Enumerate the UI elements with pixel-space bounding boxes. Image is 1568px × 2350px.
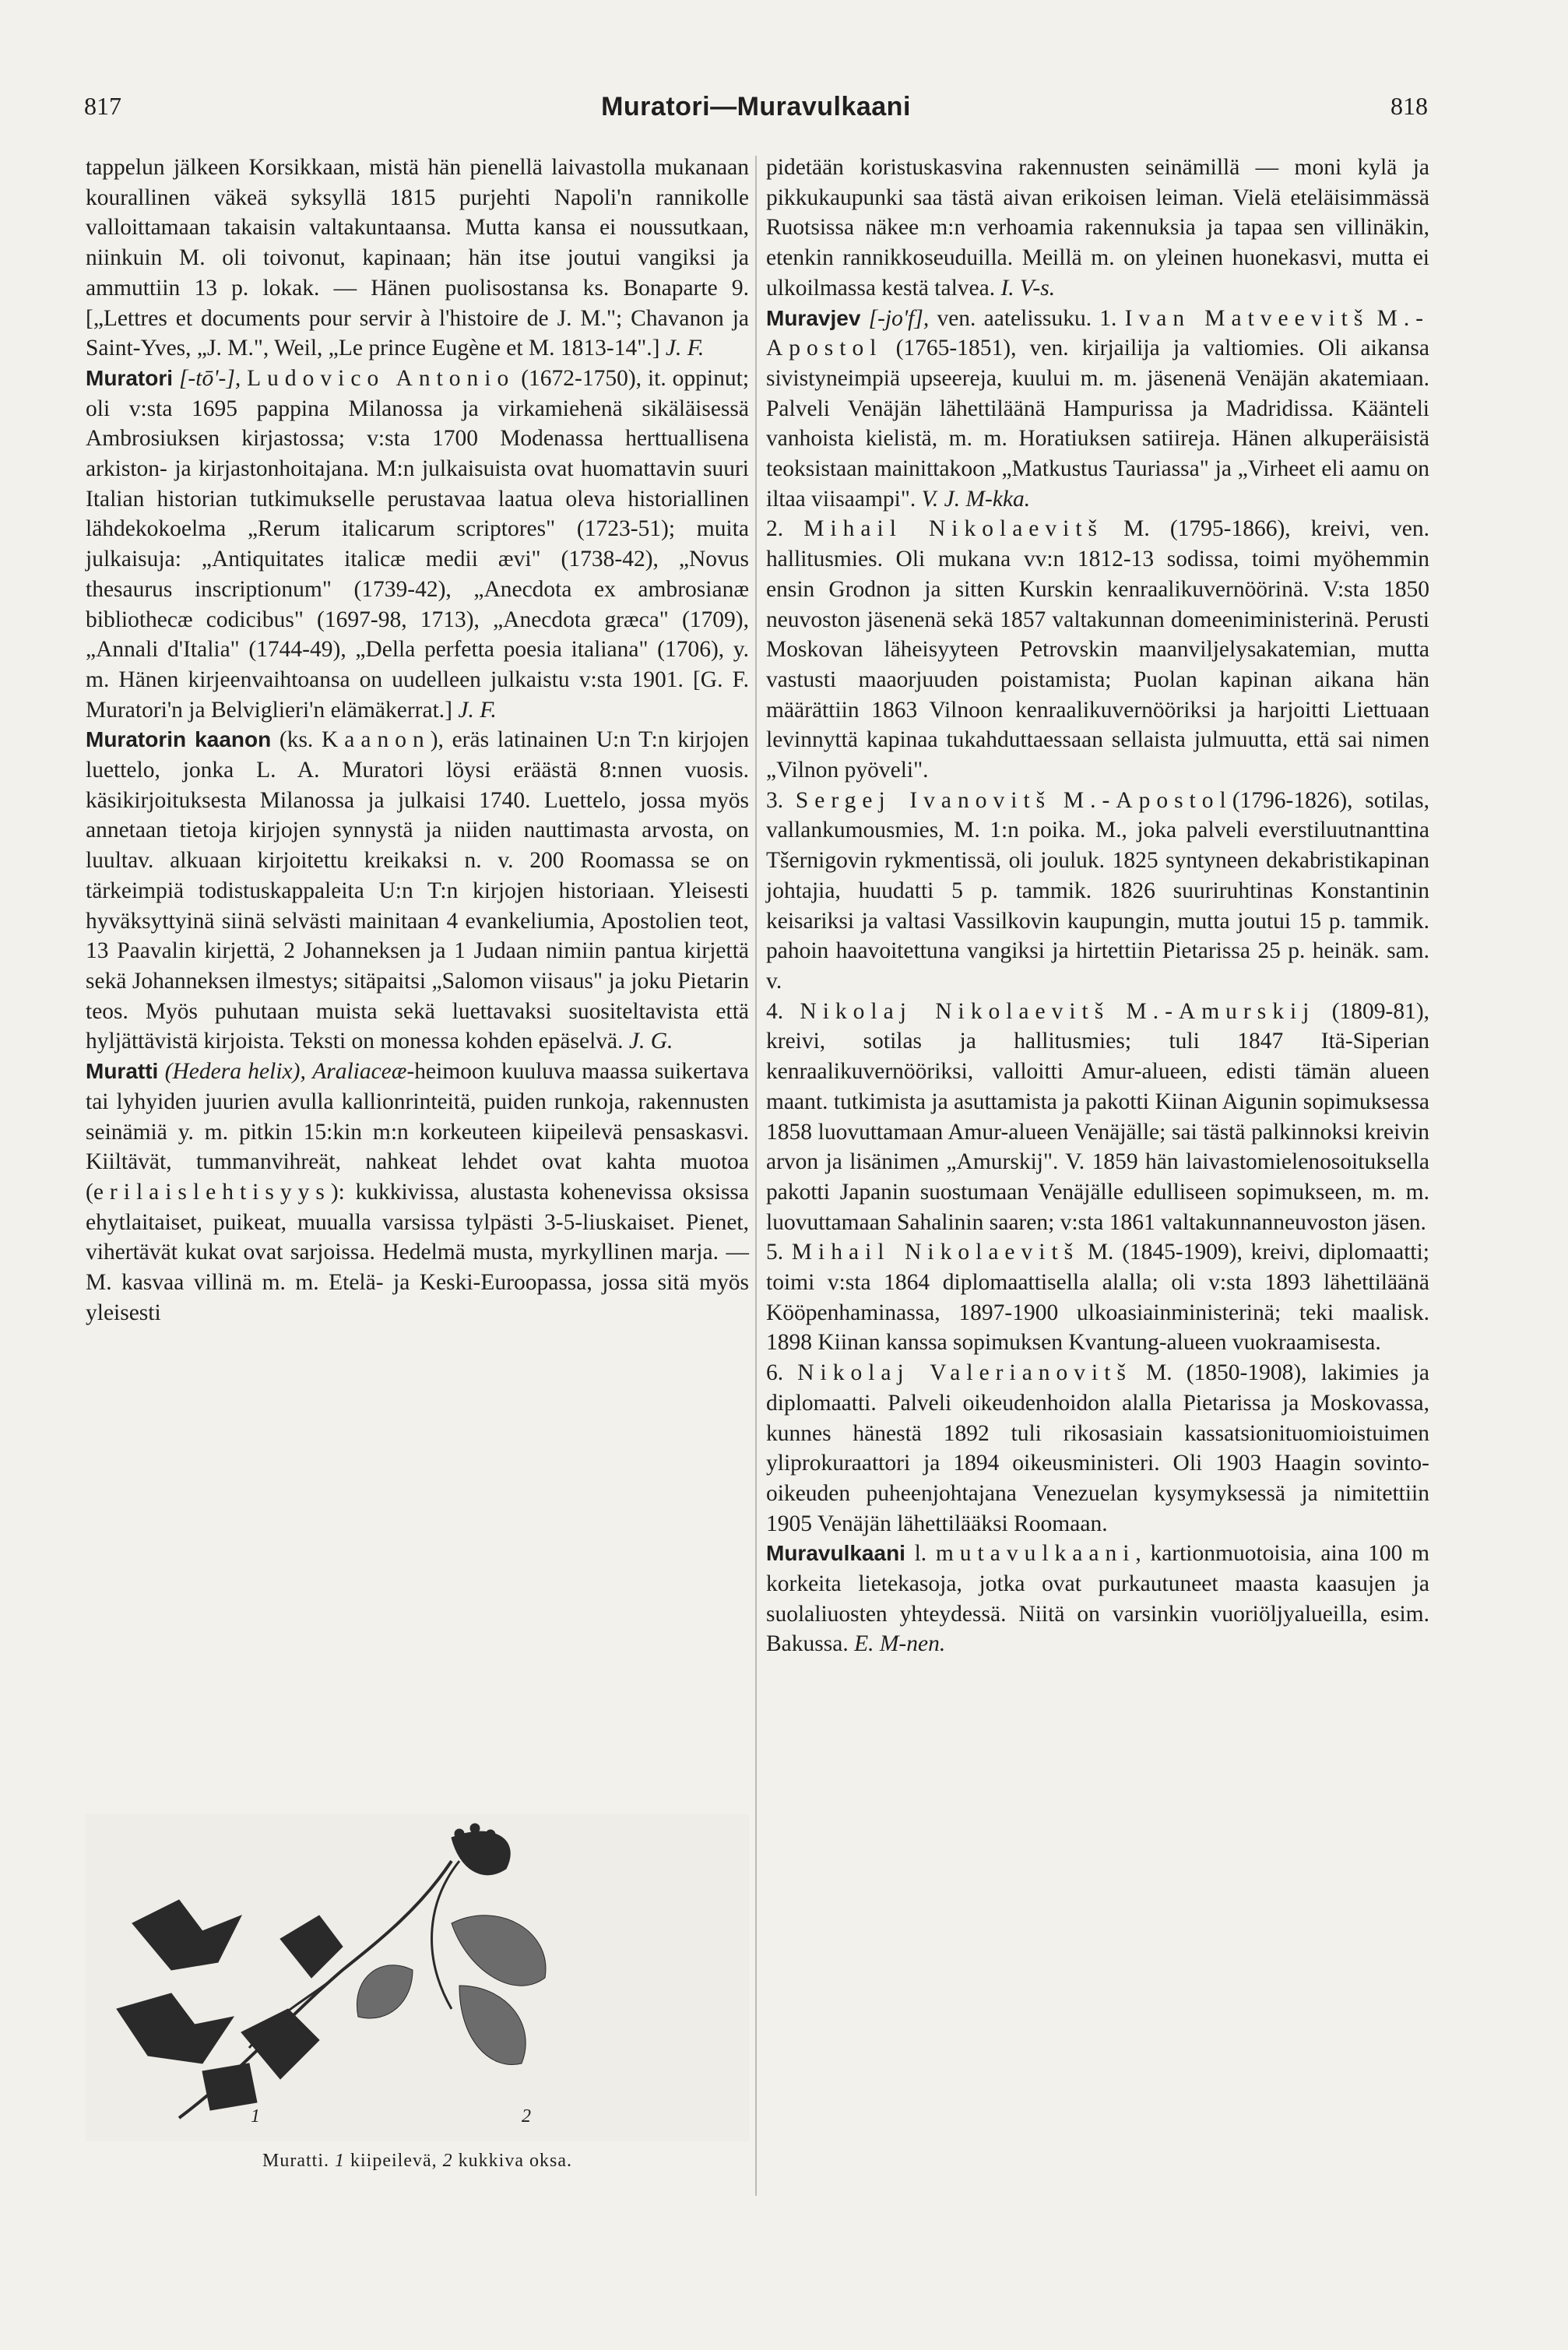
entry-text: ): kukkivissa, alustasta kohenevissa oksissa ehytlaitaiset, puikeat, muualla varsissa tylpästi 3-5-liuskaiset. Pienet, vihertävät kukat ovat sarjoissa. Hedelmä musta, myrkyllinen marja. — M. kasvaa villinä m. m. Etelä- ja Keski-Euroopassa, jossa sitä myös yleisesti <box>86 1179 749 1325</box>
caption-text-1: kiipeilevä, <box>350 2151 438 2171</box>
author-signature: E. M-nen. <box>854 1631 946 1657</box>
entry-text: (1765-1851), ven. kirjailija ja valtiomies. Oli aikansa sivistyneimpiä upseereja, kuului m. m. jäsenenä Venäjän akatemiaan. Palveli Venäjän lähettiläänä Hampurissa ja Madridissa. Käänteli vanhoista kielistä, m. m. Horatiuksen satiireja. Hänen alkuperäisistä teoksistaan mainittakoon „Matkustus Tauriassa" ja „Virheet eli aamu on iltaa viisaampi". <box>766 336 1429 512</box>
entry-muravulkaani <box>766 1539 1429 1659</box>
entry-text: ven. aatelissuku. 1. <box>937 305 1117 331</box>
entry-text: (1796-1826), sotilas, vallankumousmies, M. 1:n poika. M., joka palveli everstiluutnanttina Tšernigovin rykmentissä, oli jouluk. 1825 syntyneen dekabristikapinan johtajia, huudatti 5 p. tammik. 1826 suuriruhtinas Konstantinin keisariksi ja valtasi Vassilkovin kaupungin, mutta joutui 15 p. tammik. pahoin haavoitettuna vangiksi ja hirtettiin Pietarissa 25 p. heinäk. sam. v. <box>766 787 1430 994</box>
entry-text: l. <box>914 1541 927 1567</box>
entry-text: pidetään koristuskasvina rakennusten seinämillä — moni kylä ja pikkukaupunki saa tästä aivan erikoisen leiman. Vielä eteläisimmässä Ruotsissa näkee m:n verhoamia rakennuksia ja tapaa sen villinäkin, etenkin rannikkoseuduilla. Meillä m. on yleinen huonekasvi, mutta ei ulkoilmassa kestä talvea. <box>766 155 1429 301</box>
entry-muravjev <box>766 304 1429 515</box>
page-number-left: 817 <box>84 92 121 120</box>
ivy-drawing <box>86 1814 749 2141</box>
subentry-3 <box>766 786 1429 997</box>
subentry-number: 6. <box>766 1360 784 1386</box>
entry-headword: Muratti <box>86 1059 159 1084</box>
spaced-name: M.-Apostol <box>766 305 1430 361</box>
author-signature: J. G. <box>628 1029 673 1054</box>
subentry-5 <box>766 1237 1429 1358</box>
entry-headword: Muratorin kaanon <box>86 727 272 752</box>
spaced-term: mutavulkaani <box>935 1541 1136 1567</box>
subentry-number: 4. <box>766 998 784 1024</box>
spaced-name: Ludovico Antonio <box>247 365 515 391</box>
entry-text: (1809-81), kreivi, sotilas ja hallitusmies; tuli 1847 Itä-Siperian kenraalikuvernööriksi, valloitti Amur-alueen, edisti tämän alueen maant. tutkimista ja asuttamista ja pakotti Kiinan Aigunin sopimuksessa 1858 luovuttamaan Amur-alueen Venäjälle; sai tästä palkinnoksi kreivin arvon ja lisänimen „Amurskij". V. 1859 hän laivastomielenosoituksella pakotti Japanin suostumaan Venäjälle edulliseen sopimukseen, m. m. luovuttamaan Sahalinin saaren; v:sta 1861 valtakunnanneuvoston jäsen. <box>766 998 1430 1235</box>
caption-number-2: 2 <box>442 2151 453 2171</box>
reference-prefix: (ks. <box>279 727 314 753</box>
entry-text: tappelun jälkeen Korsikkaan, mistä hän pienellä laivastolla mukanaan kourallinen väkeä syksyllä 1815 purjehti Napoli'n rannikolle valloittamaan takaisin valtakuntaansa. Mutta kansa ei noussutkaan, niinkuin M. oli toivonut, kapinaan; hän itse joutui vangiksi ja ammuttiin 13 p. lokak. — Hänen puolisostansa ks. Bonaparte 9. [„Lettres et documents pour servir à l'histoire de J. M."; Chavanon ja Saint-Yves, „J. M.", Weil, „Le prince Eugène et M. 1813-14".] <box>86 155 749 361</box>
ivy-illustration <box>86 1814 749 2204</box>
family-name: Araliaceæ <box>312 1059 407 1085</box>
left-column <box>86 153 749 1328</box>
spaced-name: Sergej Ivanovitš <box>795 787 1052 813</box>
entry-text: M. (1845-1909), kreivi, diplomaatti; toimi v:sta 1864 diplomaattisella alalla; oli v:sta 1893 lähettiläänä Kööpenhaminassa, 1897-1900 ulkoasiainministerinä; teki maalisk. 1898 Kiinan kanssa sopimuksen Kvantung-alueen vuokraamisesta. <box>766 1240 1430 1356</box>
subentry-6 <box>766 1358 1429 1539</box>
entry-muratti-continued <box>766 153 1429 304</box>
spaced-name: Ivan Matveevitš <box>1124 305 1369 331</box>
figure-label-2: 2 <box>522 2106 531 2127</box>
caption-text-2: kukkiva oksa. <box>458 2151 572 2171</box>
cross-reference: Kaanon <box>321 727 431 753</box>
entry-murat-continued <box>86 153 749 364</box>
entry-text: -heimoon kuuluva maassa suikertava tai lyhyiden juurien avulla kallionrinteitä, puiden runkoja, rakennusten seinämiä y. m. pitkin 15:kin m:n korkeuteen kiipeilevä pensaskasvi. Kiiltävät, tummanvihreät, nahkeat lehdet ovat kahta muotoa ( <box>86 1059 749 1205</box>
entry-headword: Muravulkaani <box>766 1541 905 1566</box>
entry-text: M. (1850-1908), lakimies ja diplomaatti. Palveli oikeudenhoidon alalla Pietarissa ja Moskovassa, kunnes hänestä 1892 tuli rikosasiain kassatsionituomioistuimen yliprokuraattori ja 1894 oikeusministeri. Oli 1903 Haagin sovinto-oikeuden puheenjohtajana Venezuelan kysymyksessä ja nimitettiin 1905 Venäjän lähettilääksi Roomaan. <box>766 1360 1429 1536</box>
entry-text: M. (1795-1866), kreivi, ven. hallitusmies. Oli mukana vv:n 1812-13 sodissa, toimi myöhemmin ensin Grodnon ja sitten Kurskin kenraalikuvernöörinä. V:sta 1850 neuvoston jäsenenä sekä 1857 valtakunnan domeeniministerinä. Perusti Moskovan läheisyyteen Petrovskin maanviljelysakatemian, mutta vastusti maaorjuuden poistamista; Puolan kapinan aikana hän määrättiin 1863 Vilnoon kenraalikuvernööriksi ja harjoitti Liettuaan levinnyttä kapinaa tukahduttaessaan sellaista julmuutta, että sai nimen „Vilnon pyöveli". <box>766 516 1430 783</box>
author-signature: J. F. <box>458 697 497 723</box>
entry-headword: Muratori <box>86 365 173 390</box>
subentry-2 <box>766 514 1429 785</box>
author-signature: V. J. M-kka. <box>921 486 1031 512</box>
figure-label-1: 1 <box>251 2106 260 2127</box>
spaced-name: Nikolaj Valerianovitš <box>797 1360 1132 1386</box>
subentry-4 <box>766 997 1429 1238</box>
entry-headword: Muravjev <box>766 305 861 330</box>
author-signature: J. F. <box>665 336 705 361</box>
subentry-number: 5. <box>766 1240 784 1265</box>
subentry-number: 2. <box>766 516 784 542</box>
column-divider <box>755 156 757 2196</box>
pronunciation: [-tō'-], <box>178 365 241 391</box>
entry-muratori <box>86 364 749 725</box>
spaced-term: erilaislehtisyys <box>93 1179 331 1205</box>
entry-muratorin-kaanon <box>86 725 749 1057</box>
page-number-right: 818 <box>1390 92 1428 120</box>
latin-name: (Hedera helix), <box>164 1059 306 1085</box>
subentry-number: 3. <box>766 787 784 813</box>
entry-text: ), eräs latinainen U:n T:n kirjojen luettelo, jonka L. A. Muratori löysi eräästä 8:nnen vuosis. käsikirjoituksesta Milanossa ja julkaisi 1740. Luettelo, jossa myös annetaan tietoja kirjojen synnystä ja niiden nauttimasta arvosta, on luultav. alkuaan kirjoitettu kreikaksi n. v. 200 Roomassa se on tärkeimpiä todistuskappaleita U:n T:n kirjojen historiaan. Yleisesti hyväksyttyinä siinä selvästi mainitaan 4 evankeliumia, Apostolien teot, 13 Paavalin kirjettä, 2 Johanneksen ja 1 Judaan nimiin pantua kirjettä sekä Johanneksen ilmestys; sitäpaitsi „Salomon viisaus" ja joku Pietarin teos. Myös puhutaan muista sekä luettavaksi suositeltavista että hyljättävistä kirjoista. Teksti on monessa kohden epäselvä. <box>86 727 750 1054</box>
running-title: Muratori—Muravulkaani <box>601 92 911 121</box>
caption-number-1: 1 <box>335 2151 346 2171</box>
spaced-name: Mihail Nikolaevitš <box>791 1240 1080 1265</box>
spaced-name: M.-Amurskij <box>1126 998 1316 1024</box>
page-header <box>84 92 1428 131</box>
spaced-name: Mihail Nikolaevitš <box>803 516 1104 542</box>
entry-text: (1672-1750), it. oppinut; oli v:sta 1695 pappina Milanossa ja virkamiehenä sikäläisessä Ambrosiuksen kirjastossa; v:sta 1700 Modenassa herttuallisena arkiston- ja kirjastonhoitajana. M:n julkaisuista ovat huomattavin suuri Italian historian tutkimukselle perustavaa laatua oleva historiallinen lähdekokoelma „Rerum italicarum scriptores" (1723-51); muita julkaisuja: „Antiquitates italicæ medii ævi" (1738-42), „Novus thesaurus inscriptionum" (1739-42), „Anecdota ex ambrosianæ bibliothecæ codicibus" (1697-98, 1713), „Anecdota græca" (1709), „Annali d'Italia" (1744-49), „Della perfetta poesia italiana" (1706), y. m. Hänen kirjeenvaihtoansa on uudelleen julkaistu v:sta 1901. [G. F. Muratori'n ja Belviglieri'n elämäkerrat.] <box>86 365 750 723</box>
caption-title: Muratti. <box>262 2151 330 2171</box>
right-column <box>766 153 1429 1659</box>
figure-caption <box>86 2151 749 2172</box>
entry-muratti <box>86 1057 749 1328</box>
entry-text: , kartionmuotoisia, aina 100 m korkeita lietekasoja, jotka ovat purkautuneet maasta kaasujen ja suolaliuosten yhteydessä. Niitä on varsinkin vuoriöljyalueilla, esim. Bakussa. <box>766 1541 1430 1657</box>
author-signature: I. V-s. <box>1000 275 1056 301</box>
spaced-name: M.-Apostol <box>1063 787 1232 813</box>
spaced-name: Nikolaj Nikolaevitš <box>800 998 1110 1024</box>
pronunciation: [-jo'f], <box>868 305 930 331</box>
